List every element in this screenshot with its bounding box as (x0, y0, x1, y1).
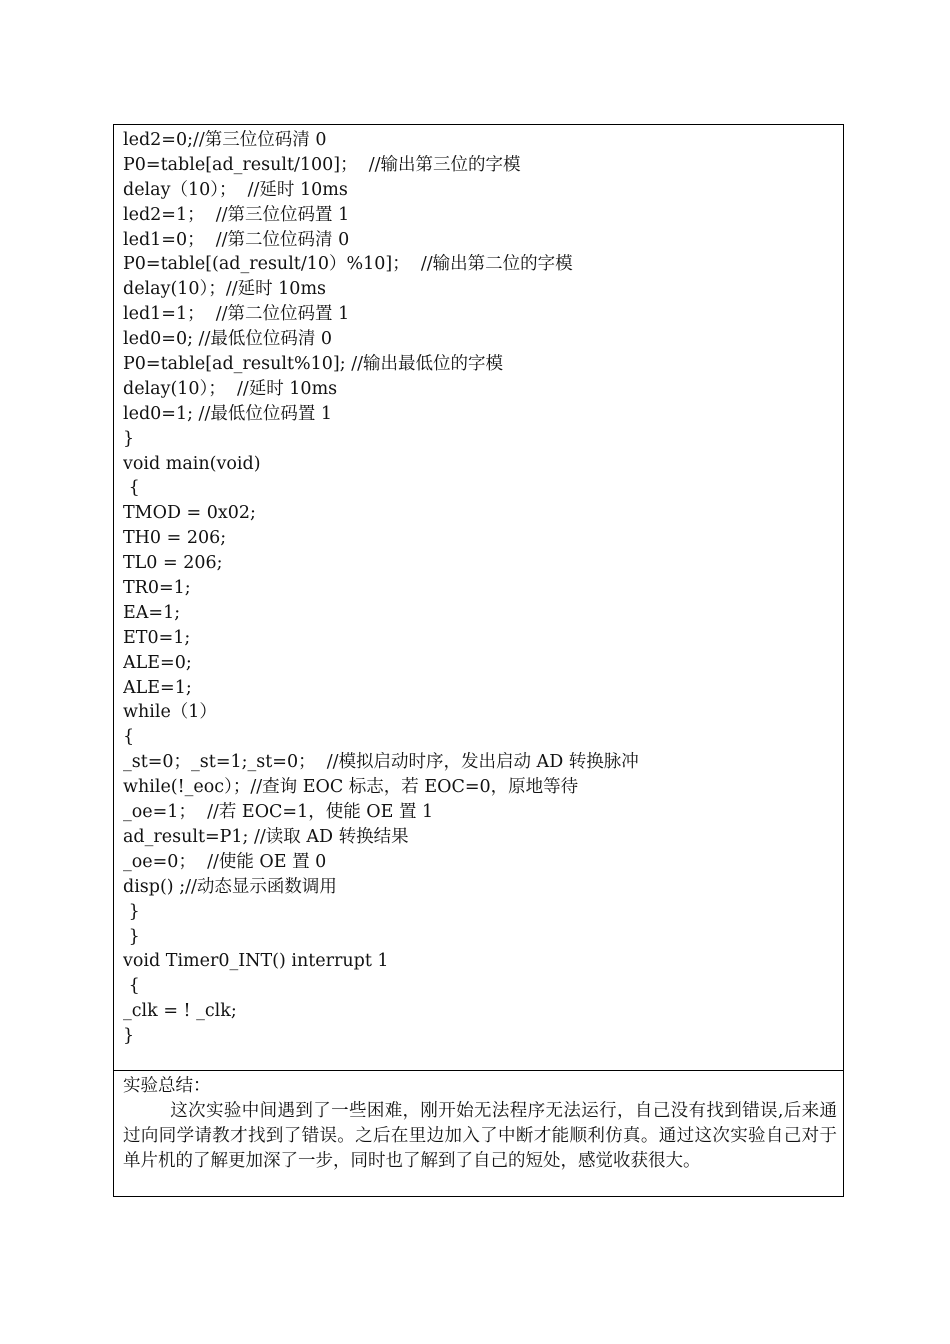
code-line: EA=1; (123, 602, 181, 623)
code-line: TH0 = 206; (123, 528, 227, 549)
code-listing (123, 128, 837, 1049)
code-line: _oe=1； //若 EOC=1，使能 OE 置 1 (123, 802, 434, 823)
summary-text: 这次实验中间遇到了一些困难，刚开始无法程序无法运行，自己没有找到错误,后来通过向同学请教才找到了错误。之后在里边加入了中断才能顺利仿真。通过这次实验自己对于单片机的了解更加深了一步，同时也了解到了自己的短处，感觉收获很大。 (123, 1101, 837, 1171)
code-line: delay（10）； //延时 10ms (123, 179, 348, 200)
code-line: led1=1； //第二位位码置 1 (123, 304, 350, 325)
summary-title: 实验总结： (123, 1076, 211, 1096)
code-line: { (123, 478, 140, 499)
code-line: while（1） (123, 702, 217, 723)
code-line: _oe=0； //使能 OE 置 0 (123, 851, 327, 872)
code-line: void Timer0_INT() interrupt 1 (123, 951, 389, 972)
code-line: P0=table[(ad_result/10）%10]； //输出第二位的字模 (123, 254, 573, 275)
code-line: led0=0; //最低位位码清 0 (123, 329, 333, 350)
code-cell (113, 124, 844, 1071)
code-line: P0=table[ad_result%10]; //输出最低位的字模 (123, 354, 503, 375)
code-line: led1=0； //第二位位码清 0 (123, 229, 350, 250)
code-line: } (123, 1026, 135, 1047)
code-line: } (123, 428, 135, 449)
code-line: delay(10）；//延时 10ms (123, 279, 327, 300)
code-line: ALE=0; (123, 652, 192, 673)
code-line: void main(void) (123, 453, 261, 474)
code-line: ALE=1; (123, 677, 192, 698)
code-line: ad_result=P1; //读取 AD 转换结果 (123, 826, 409, 847)
code-line: delay(10）； //延时 10ms (123, 378, 338, 399)
code-line: led2=1； //第三位位码置 1 (123, 204, 350, 225)
code-line: TL0 = 206; (123, 553, 223, 574)
code-line: { (123, 727, 135, 748)
code-line: } (123, 901, 140, 922)
code-line: TMOD = 0x02; (123, 503, 256, 524)
code-line: _clk = ! _clk; (123, 1001, 237, 1022)
code-line: P0=table[ad_result/100]； //输出第三位的字模 (123, 154, 521, 175)
code-line: TR0=1; (123, 578, 191, 599)
summary-cell (113, 1070, 844, 1197)
code-line: } (123, 926, 140, 947)
code-line: led0=1; //最低位位码置 1 (123, 403, 333, 424)
code-line: disp() ;//动态显示函数调用 (123, 876, 337, 897)
code-line: while(!_eoc）；//查询 EOC 标志，若 EOC=0，原地等待 (123, 777, 579, 798)
code-line: _st=0；_st=1;_st=0； //模拟启动时序，发出启动 AD 转换脉冲 (123, 752, 639, 773)
code-line: ET0=1; (123, 627, 191, 648)
code-line: { (123, 976, 140, 997)
code-line: led2=0;//第三位位码清 0 (123, 130, 327, 150)
